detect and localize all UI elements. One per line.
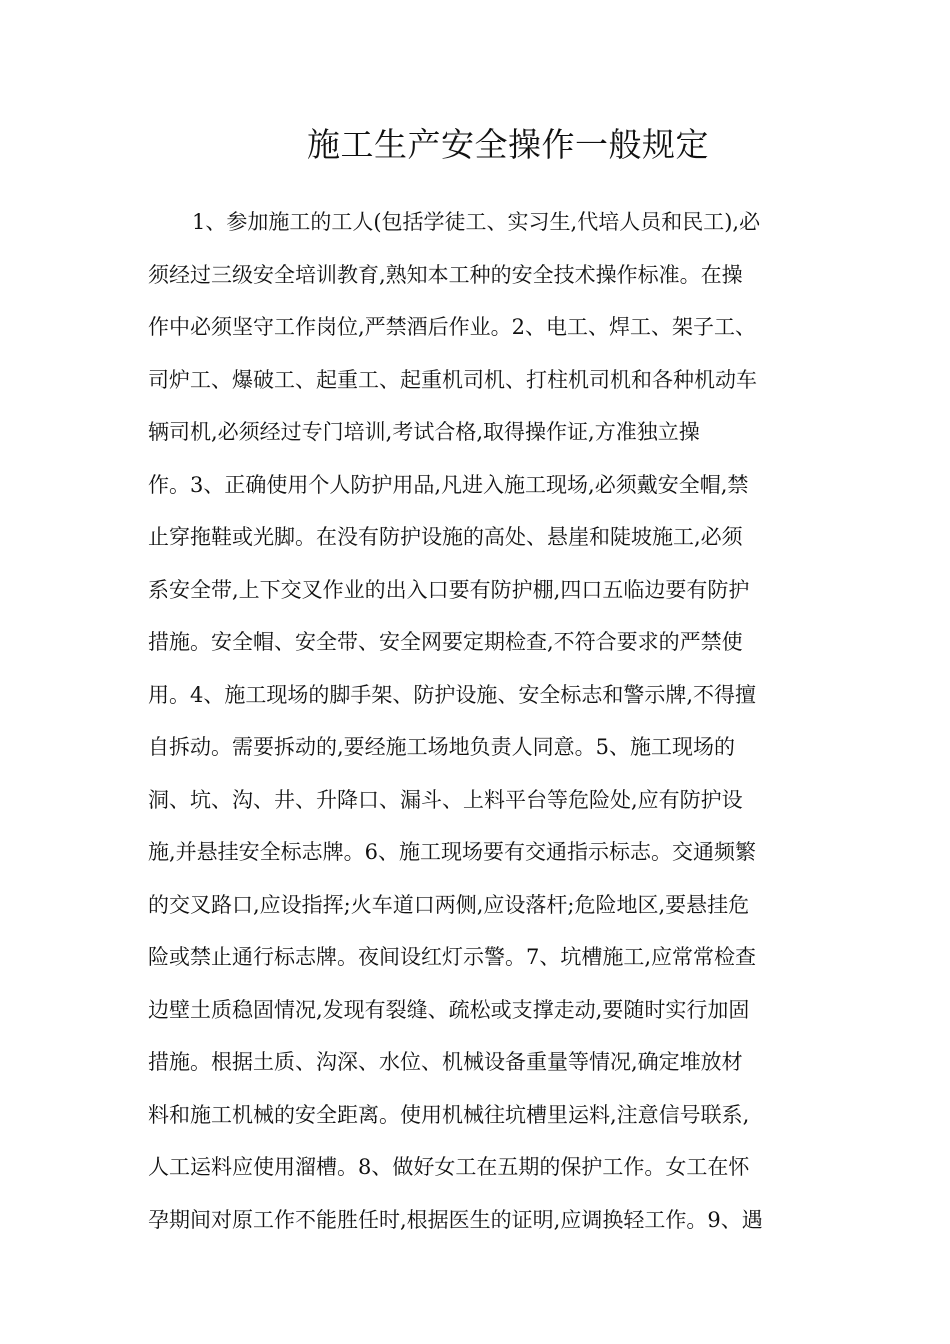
body-line: 辆司机,必须经过专门培训,考试合格,取得操作证,方准独立操: [148, 420, 700, 444]
document-body: [148, 196, 804, 1246]
document-title: 施工生产安全操作一般规定: [307, 125, 709, 164]
body-line: 措施。根据土质、沟深、水位、机械设备重量等情况,确定堆放材: [148, 1050, 743, 1074]
body-line: 措施。安全帽、安全带、安全网要定期检查,不符合要求的严禁使: [148, 630, 743, 654]
body-line: 1、参加施工的工人(包括学徒工、实习生,代培人员和民工),必: [192, 210, 761, 234]
body-line: 止穿拖鞋或光脚。在没有防护设施的高处、悬崖和陡坡施工,必须: [148, 525, 743, 549]
body-line: 洞、坑、沟、井、升降口、漏斗、上料平台等危险处,应有防护设: [148, 787, 743, 812]
body-line: 料和施工机械的安全距离。使用机械往坑槽里运料,注意信号联系,: [148, 1102, 750, 1127]
body-line: 孕期间对原工作不能胜任时,根据医生的证明,应调换轻工作。9、遇: [148, 1207, 763, 1232]
body-line: 司炉工、爆破工、起重工、起重机司机、打柱机司机和各种机动车: [148, 367, 757, 392]
body-line: 施,并悬挂安全标志牌。6、施工现场要有交通指示标志。交通频繁: [148, 840, 757, 864]
body-line: 系安全带,上下交叉作业的出入口要有防护棚,四口五临边要有防护: [148, 577, 750, 602]
body-line: 的交叉路口,应设指挥;火车道口两侧,应设落杆;危险地区,要悬挂危: [148, 892, 750, 917]
body-line: 人工运料应使用溜槽。8、做好女工在五期的保护工作。女工在怀: [148, 1155, 750, 1179]
body-line: 作。3、正确使用个人防护用品,凡进入施工现场,必须戴安全帽,禁: [148, 472, 749, 497]
body-line: 作中必须坚守工作岗位,严禁酒后作业。2、电工、焊工、架子工、: [148, 315, 757, 339]
body-line: 自拆动。需要拆动的,要经施工场地负责人同意。5、施工现场的: [148, 735, 736, 759]
body-line: 边壁土质稳固情况,发现有裂缝、疏松或支撑走动,要随时实行加固: [148, 997, 750, 1022]
body-line: 用。4、施工现场的脚手架、防护设施、安全标志和警示牌,不得擅: [148, 682, 757, 707]
body-line: 险或禁止通行标志牌。夜间设红灯示警。7、坑槽施工,应常常检查: [148, 945, 757, 969]
body-line: 须经过三级安全培训教育,熟知本工种的安全技术操作标准。在操: [148, 262, 743, 287]
